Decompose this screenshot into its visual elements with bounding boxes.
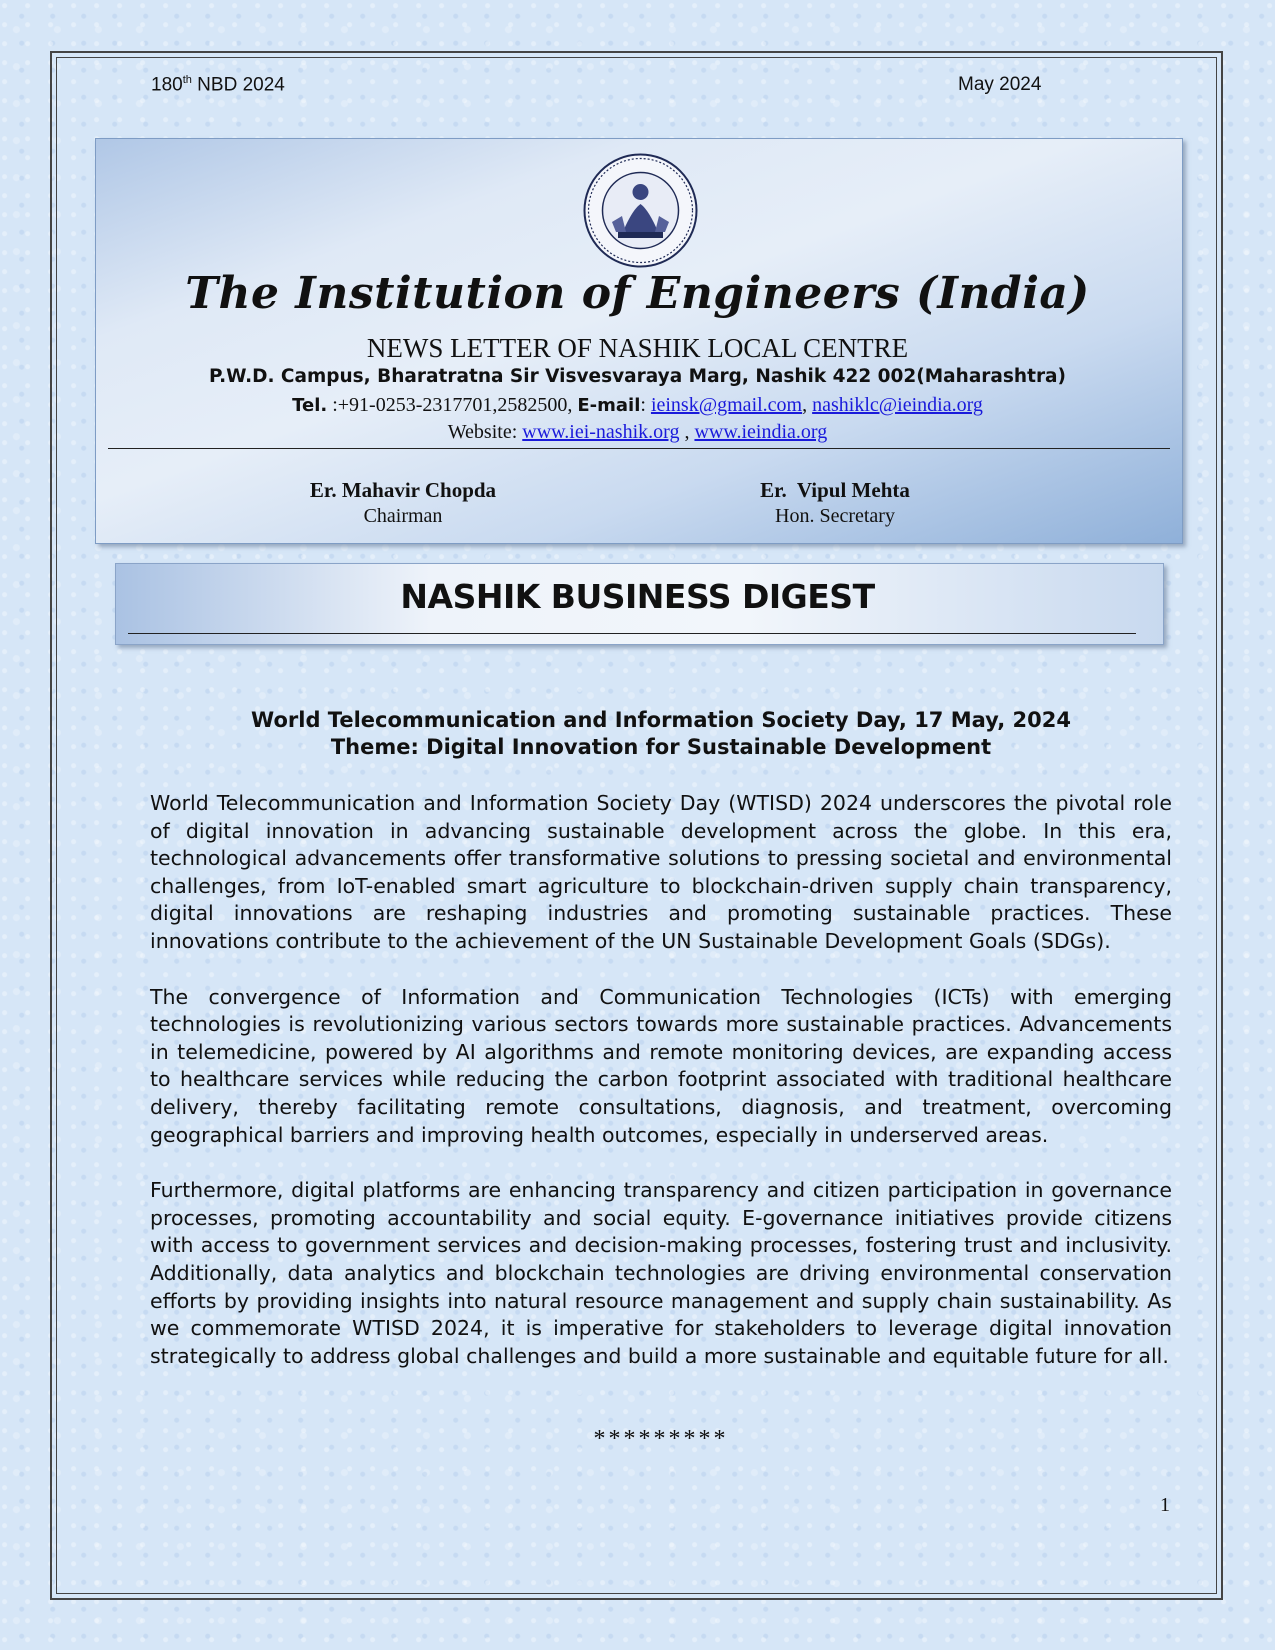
article-title: World Telecommunication and Information Society Day, 17 May, 2024: [251, 708, 1071, 732]
email-link-2[interactable]: nashiklc@ieindia.org: [812, 394, 983, 416]
issue-label: NBD 2024: [191, 74, 285, 96]
issue-number-suffix: th: [182, 74, 192, 86]
officer-chairman: [293, 478, 513, 528]
article-paragraph: The convergence of Information and Communication Technologies (ICTs) with emerging technologies is revolutionizing various sectors towards more sustainable practices. Advancements in telemedicine, powered by AI algorithms and remote monitoring devices, are expanding access to healthcare services while reducing the carbon footprint associated with traditional healthcare delivery, thereby facilitating remote consultations, diagnosis, and treatment, overcoming geographical barriers and improving health outcomes, especially in underserved areas.: [150, 984, 1172, 1147]
institution-seal-icon: [582, 152, 699, 269]
website-link-1[interactable]: www.iei-nashik.org: [522, 421, 680, 443]
website-label: Website:: [447, 421, 523, 443]
email-link-1[interactable]: ieinsk@gmail.com: [650, 394, 803, 416]
contact-line: Tel. :+91-0253-2317701,2582500, E-mail: ieinsk@gmail.com, nashiklc@ieindia.org: [292, 394, 983, 416]
issue-date: May 2024: [958, 74, 1042, 95]
masthead-divider: [108, 448, 1170, 449]
page-number: 1: [1160, 1494, 1170, 1516]
website-line: Website: www.iei-nashik.org , www.ieindia.org: [447, 421, 828, 443]
officer-secretary: [730, 478, 940, 528]
tel-label: Tel.: [292, 395, 328, 416]
website-link-2[interactable]: www.ieindia.org: [694, 421, 828, 443]
officer-name: Er. Mahavir Chopda: [309, 478, 497, 502]
article-paragraph: World Telecommunication and Information Society Day (WTISD) 2024 underscores the pivotal role of digital innovation in advancing sustainable development across the globe. In this era, technological advancements offer transformative solutions to pressing societal and environmental challenges, from IoT-enabled smart agriculture to blockchain-driven supply chain transparency, digital innovations are reshaping industries and promoting sustainable practices. These innovations contribute to the achievement of the UN Sustainable Development Goals (SDGs).: [150, 791, 1172, 953]
tel-value: :+91-0253-2317701,2582500,: [327, 394, 578, 416]
officer-role: Hon. Secretary: [775, 505, 895, 527]
newsletter-subtitle: NEWS LETTER OF NASHIK LOCAL CENTRE: [366, 333, 909, 363]
article-paragraph: Furthermore, digital platforms are enhancing transparency and citizen participation in governance processes, promoting accountability and social equity. E-governance initiatives provide citizens with access to government services and decision-making processes, fostering trust and inclusivity. Additionally, data analytics and blockchain technologies are driving environmental conservation efforts by providing insights into natural resource management and supply chain sustainability. As we commemorate WTISD 2024, it is imperative for stakeholders to leverage digital innovation strategically to address global challenges and build a more sustainable and equitable future for all.: [150, 1178, 1172, 1368]
issue-number: [151, 74, 285, 96]
address-line: P.W.D. Campus, Bharatratna Sir Visvesvaraya Marg, Nashik 422 002(Maharashtra): [208, 366, 1067, 387]
section-separator: *********: [593, 1426, 729, 1452]
article-theme: Theme: Digital Innovation for Sustainable Development: [330, 735, 992, 759]
officer-name: Er. Vipul Mehta: [760, 478, 910, 502]
officer-role: Chairman: [363, 505, 443, 527]
issue-number-value: 180: [151, 74, 183, 96]
digest-divider: [128, 633, 1136, 634]
institution-title: The Institution of Engineers (India): [185, 268, 1090, 319]
digest-title: NASHIK BUSINESS DIGEST: [400, 577, 875, 616]
article-body: [150, 790, 1172, 1398]
email-label: E-mail: [577, 395, 641, 416]
